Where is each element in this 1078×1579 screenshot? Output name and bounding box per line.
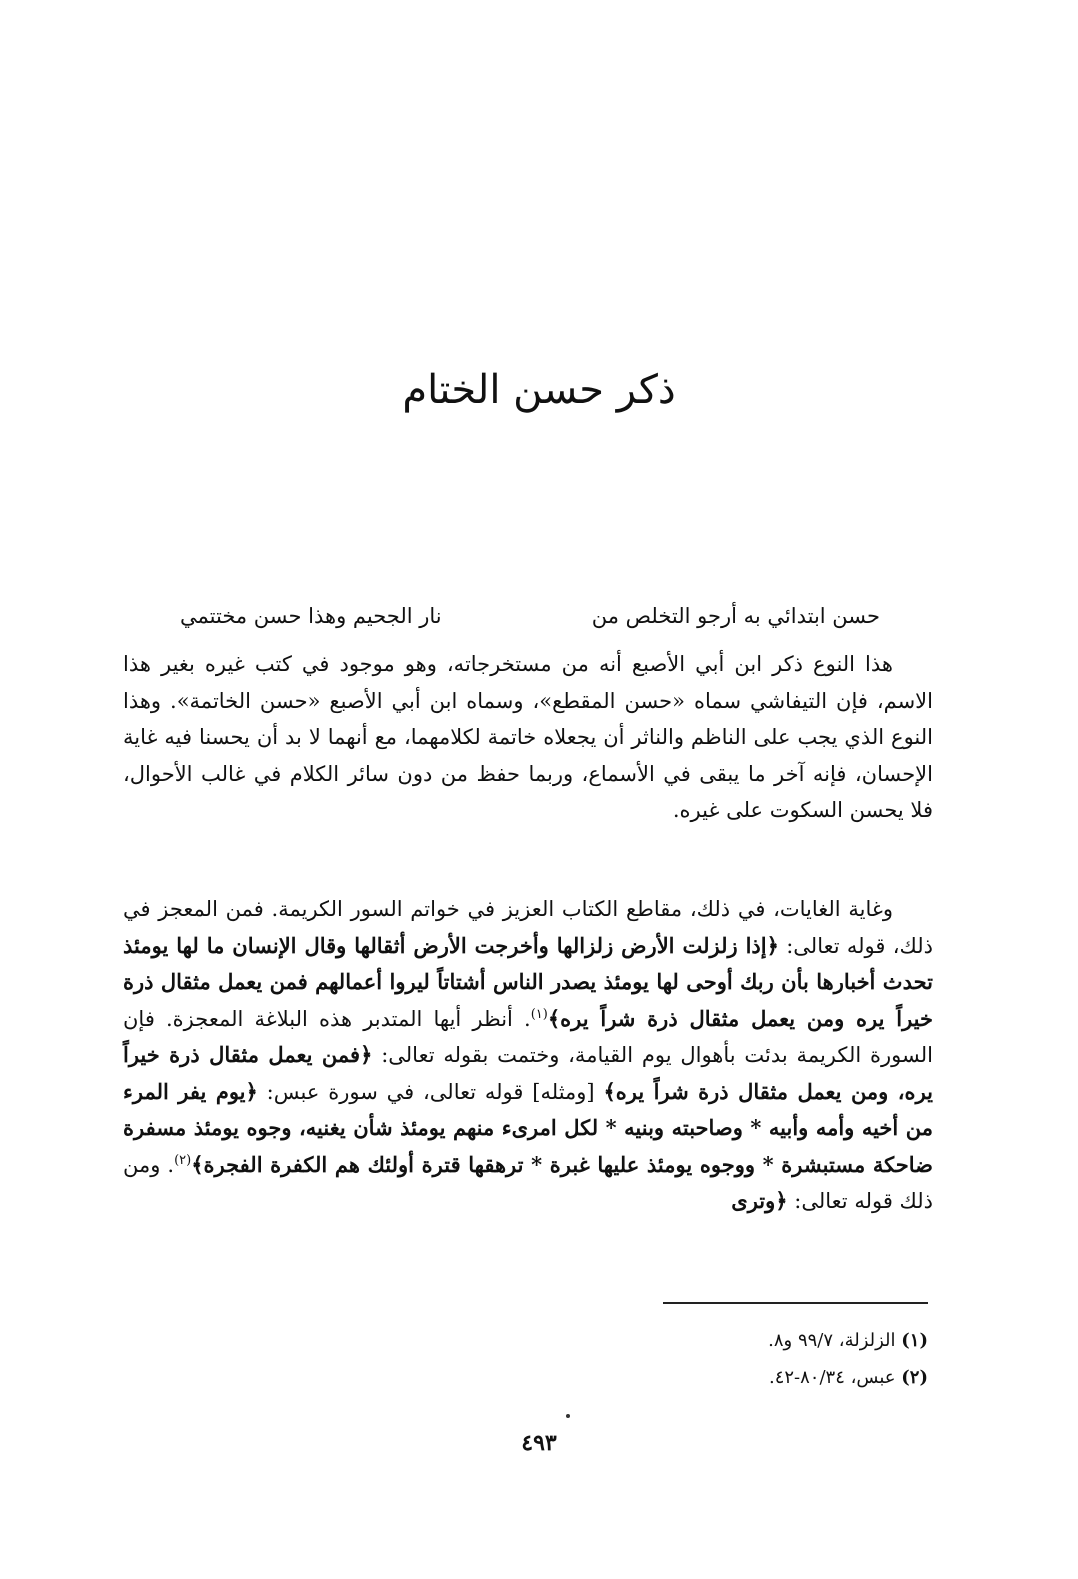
footnote-1 [428, 1322, 928, 1359]
footnote-2 [428, 1359, 928, 1396]
quran-quote-continuation: ﴿وترى [731, 1188, 788, 1213]
paragraph-definition [123, 646, 933, 829]
paragraph-middle-text-2: قوله تعالى، في سورة عبس: [266, 1079, 524, 1104]
paragraph-examples [123, 891, 933, 1220]
footnote-text: عبس، ٨٠/٣٤-٤٢. [768, 1367, 896, 1388]
quran-quote-abasa: ﴿يوم يفر المرء من أخيه وأمه وأبيه * وصاحبته وبنيه * لكل امرىء منهم يومئذ شأن يغنيه، وجوه يومئذ مسفرة ضاحكة مستبشرة * ووجوه يومئذ عليها غبرة * ترهقها قترة أولئك هم الكفرة الفجرة﴾ [123, 1078, 933, 1177]
quran-quote-zalzala: ﴿إذا زلزلت الأرض زلزالها وأخرجت الأرض أثقالها وقال الإنسان ما لها يومئذ تحدث أخبارها بأن ربك أوحى لها يومئذ يصدر الناس أشتاتاً ليروا أعمالهم فمن يعمل مثقال ذرة خيراً يره ومن يعمل مثقال ذرة شراً يره﴾ [123, 932, 933, 1031]
page-number: ٤٩٣ [521, 1430, 557, 1456]
paragraph-middle-text: . أنظر أيها المتدبر هذه البلاغة المعجزة. فإن السورة الكريمة بدئت بأهوال يوم القيامة، وختمت بقوله تعالى: [123, 1006, 933, 1067]
chapter-title: ذكر حسن الختام [402, 367, 676, 413]
footnote-divider [663, 1302, 928, 1304]
footnote-ref-1: (١) [530, 1006, 548, 1022]
verse-first-hemistich: حسن ابتدائي به أرجو التخلص من [591, 604, 880, 628]
paragraph-ending-text: . ومن ذلك قوله تعالى: [123, 1152, 933, 1213]
scan-speck [566, 1414, 570, 1418]
quran-quote-ending: ﴿فمن يعمل مثقال ذرة خيراً يره، ومن يعمل مثقال ذرة شراً يره﴾ [123, 1042, 933, 1104]
verse-second-hemistich: نار الجحيم وهذا حسن مختتمي [180, 604, 442, 628]
footnote-ref-2: (٢) [174, 1152, 192, 1168]
footnote-number: (٢) [901, 1367, 928, 1388]
footnote-number: (١) [901, 1330, 928, 1351]
footnote-text: الزلزلة، ٩٩/٧ و٨. [768, 1330, 896, 1351]
editorial-bracket: [ومثله] [532, 1079, 595, 1104]
footnotes [428, 1322, 928, 1396]
paragraph-definition-text: هذا النوع ذكر ابن أبي الأصبع أنه من مستخرجاته، وهو موجود في كتب غيره بغير هذا الاسم، فإن التيفاشي سماه «حسن المقطع»، وسماه ابن أبي الأصبع «حسن الخاتمة». وهذا النوع الذي يجب على الناظم والناثر أن يجعلاه خاتمة لكلامهما، مع أنهما لا بد أن يحسنا فيه غاية الإحسان، فإنه آخر ما يبقى في الأسماع، وربما حفظ من دون سائر الكلام في غالب الأحوال، فلا يحسن السكوت على غيره. [123, 652, 933, 822]
poem-verse [150, 596, 880, 636]
paragraph-intro-text: وغاية الغايات، في ذلك، مقاطع الكتاب العزيز في خواتم السور الكريمة. فمن المعجز في ذلك، قوله تعالى: [123, 897, 933, 958]
